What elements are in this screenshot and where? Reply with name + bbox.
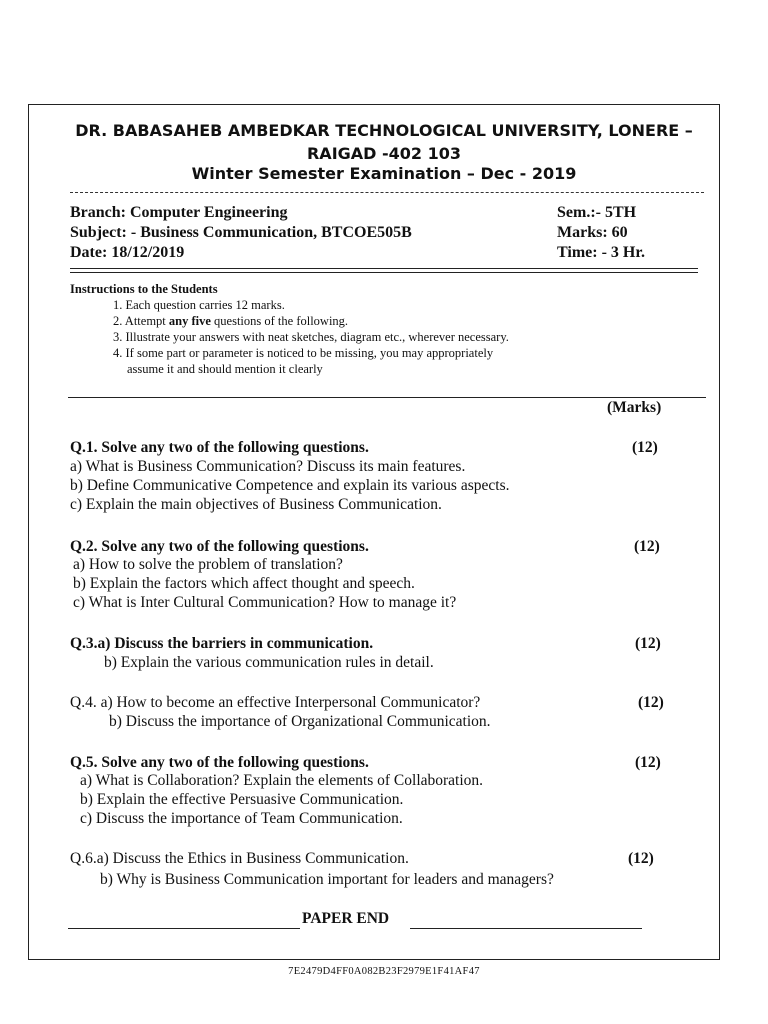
instructions-divider bbox=[68, 397, 706, 398]
question-3-title bbox=[70, 635, 373, 653]
question-5-part-a: a) What is Collaboration? Explain the elements of Collaboration. bbox=[80, 772, 484, 789]
time-label: Time: - 3 Hr. bbox=[557, 244, 645, 261]
university-address: RAIGAD -402 103 bbox=[306, 144, 462, 163]
instruction-text: 2. Attempt bbox=[113, 314, 169, 328]
header-divider bbox=[70, 192, 704, 193]
question-4-marks: (12) bbox=[638, 694, 664, 711]
instruction-item: assume it and should mention it clearly bbox=[127, 362, 323, 376]
document-hash-code: 7E2479D4FF0A082B23F2979E1F41AF47 bbox=[288, 966, 480, 977]
question-2-marks: (12) bbox=[634, 538, 660, 555]
question-3-marks: (12) bbox=[635, 635, 661, 652]
question-1-title: Q.1. Solve any two of the following questions. bbox=[70, 439, 369, 456]
question-3-text: Q.3.a) Discuss the barriers in communication. bbox=[70, 635, 374, 652]
question-2-part-b: b) Explain the factors which affect thought and speech. bbox=[73, 575, 415, 592]
semester-label: Sem.:- 5TH bbox=[557, 204, 637, 221]
instruction-item: 4. If some part or parameter is noticed to be missing, you may appropriately bbox=[113, 346, 494, 360]
exam-title: Winter Semester Examination – Dec - 2019 bbox=[191, 164, 577, 183]
question-5-part-b: b) Explain the effective Persuasive Communication. bbox=[80, 791, 404, 808]
instruction-item: 3. Illustrate your answers with neat sketches, diagram etc., wherever necessary. bbox=[113, 330, 509, 344]
instruction-text: questions of the following. bbox=[210, 314, 349, 328]
instruction-emphasis: any five bbox=[168, 314, 211, 328]
instruction-item: 1. Each question carries 12 marks. bbox=[113, 298, 285, 312]
question-6-marks: (12) bbox=[628, 850, 654, 867]
question-1-part-a: a) What is Business Communication? Discuss its main features. bbox=[70, 458, 466, 475]
question-1-marks: (12) bbox=[632, 439, 658, 456]
meta-divider bbox=[70, 268, 698, 273]
subject-label: Subject: - Business Communication, BTCOE505B bbox=[70, 224, 412, 241]
question-5-marks: (12) bbox=[635, 754, 661, 771]
question-1-part-b: b) Define Communicative Competence and explain its various aspects. bbox=[70, 477, 510, 494]
date-label: Date: 18/12/2019 bbox=[70, 244, 185, 261]
branch-label: Branch: Computer Engineering bbox=[70, 204, 288, 221]
university-name: DR. BABASAHEB AMBEDKAR TECHNOLOGICAL UNIVERSITY, LONERE – bbox=[75, 121, 693, 140]
marks-label: Marks: 60 bbox=[557, 224, 628, 241]
question-5-title: Q.5. Solve any two of the following questions. bbox=[70, 754, 369, 771]
instructions-title: Instructions to the Students bbox=[70, 282, 218, 296]
paper-end-rule-right bbox=[410, 928, 642, 929]
question-2-part-c: c) What is Inter Cultural Communication? How to manage it? bbox=[73, 594, 457, 611]
marks-heading: (Marks) bbox=[607, 399, 662, 416]
question-4-title: Q.4. a) How to become an effective Interpersonal Communicator? bbox=[70, 694, 481, 711]
question-2-part-a: a) How to solve the problem of translation? bbox=[73, 556, 343, 573]
question-3-part-b: b) Explain the various communication rules in detail. bbox=[104, 654, 434, 671]
question-5-part-c: c) Discuss the importance of Team Communication. bbox=[80, 810, 403, 827]
question-4-part-b: b) Discuss the importance of Organizational Communication. bbox=[109, 713, 491, 730]
paper-end-label: PAPER END bbox=[302, 910, 390, 927]
paper-end-rule-left bbox=[68, 928, 300, 929]
question-6-title: Q.6.a) Discuss the Ethics in Business Communication. bbox=[70, 850, 409, 867]
question-1-part-c: c) Explain the main objectives of Business Communication. bbox=[70, 496, 442, 513]
instruction-item bbox=[113, 314, 348, 329]
question-6-part-b: b) Why is Business Communication important for leaders and managers? bbox=[100, 871, 554, 888]
question-2-title: Q.2. Solve any two of the following questions. bbox=[70, 538, 369, 555]
